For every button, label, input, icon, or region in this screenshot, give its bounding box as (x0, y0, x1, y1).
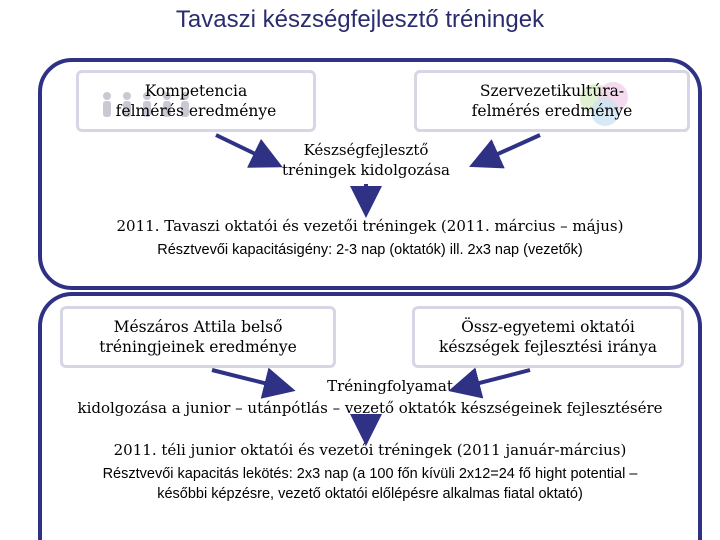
center-line: Készségfejlesztő (303, 141, 429, 159)
winter-capacity-line1: Résztvevői kapacitás lekötés: 2x3 nap (a 100 főn kívüli 2x12=24 fő hight potential – (102, 466, 638, 482)
box-line: készségek fejlesztési iránya (438, 338, 658, 356)
box-line: Mészáros Attila belső (113, 318, 283, 336)
center-line: tréningek kidolgozása (282, 161, 450, 179)
process-title: Tréningfolyamat (327, 377, 453, 395)
box-line: Szervezetikultúra- (479, 82, 625, 100)
box-line: felmérés eredménye (471, 102, 633, 120)
spring-capacity-text: Résztvevői kapacitásigény: 2-3 nap (oktatók) ill. 2x3 nap (vezetők) (157, 242, 583, 258)
winter-capacity-line2: későbbi képzésre, vezető oktatói előlépésre alkalmas fiatal oktató) (157, 486, 583, 502)
internal-training-results-box (60, 306, 336, 368)
page-title: Tavaszi készségfejlesztő tréningek (175, 6, 545, 33)
spring-program-text: 2011. Tavaszi oktatói és vezetői tréningek (2011. március – május) (116, 217, 624, 235)
box-line: tréningjeinek eredménye (99, 338, 297, 356)
box-line: felmérés eredménye (115, 102, 277, 120)
process-description: kidolgozása a junior – utánpótlás – vezető oktatók készségeinek fejlesztésére (77, 399, 663, 417)
winter-program-text: 2011. téli junior oktatói és vezetői tréningek (2011 január-március) (113, 441, 627, 459)
skill-training-development (236, 140, 496, 180)
culture-assessment-box (414, 70, 690, 132)
box-line: Össz-egyetemi oktatói (461, 318, 635, 336)
box-line: Kompetencia (144, 82, 248, 100)
university-skills-direction-box (412, 306, 684, 368)
competency-assessment-box (76, 70, 316, 132)
